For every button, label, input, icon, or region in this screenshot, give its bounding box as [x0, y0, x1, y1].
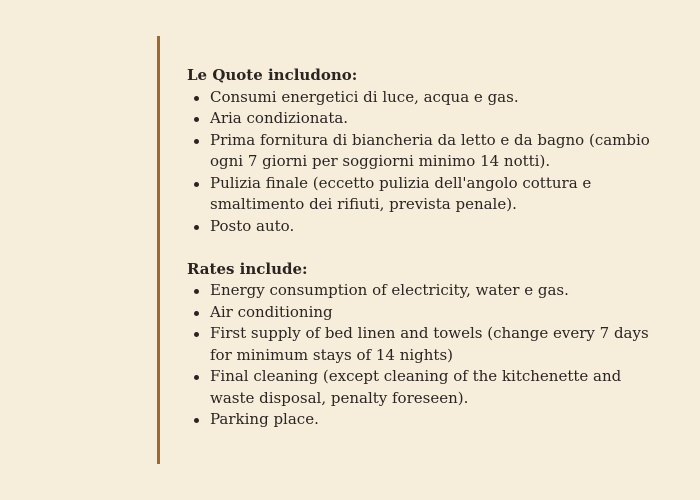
list-item: Final cleaning (except cleaning of the kitchenette and waste disposal, penalty foreseen).	[187, 366, 667, 409]
section-italian	[187, 65, 667, 237]
section-english	[187, 259, 667, 431]
list-item: First supply of bed linen and towels (change every 7 days for minimum stays of 14 nights)	[187, 323, 667, 366]
list-item: Prima fornitura di biancheria da letto e da bagno (cambio ogni 7 giorni per soggiorni minimo 14 notti).	[187, 130, 667, 173]
list-item: Pulizia finale (eccetto pulizia dell'angolo cottura e smaltimento dei rifiuti, prevista penale).	[187, 173, 667, 216]
accent-bar	[157, 36, 160, 464]
list-item: Parking place.	[187, 409, 667, 431]
section-title-english: Rates include:	[187, 259, 308, 278]
list-item: Energy consumption of electricity, water e gas.	[187, 280, 667, 302]
list-italian	[187, 87, 667, 238]
list-item: Air conditioning	[187, 302, 667, 324]
list-english	[187, 280, 667, 431]
list-item: Posto auto.	[187, 216, 667, 238]
list-item: Aria condizionata.	[187, 108, 667, 130]
list-item: Consumi energetici di luce, acqua e gas.	[187, 87, 667, 109]
rates-content	[187, 65, 667, 431]
section-title-italian: Le Quote includono:	[187, 66, 358, 84]
